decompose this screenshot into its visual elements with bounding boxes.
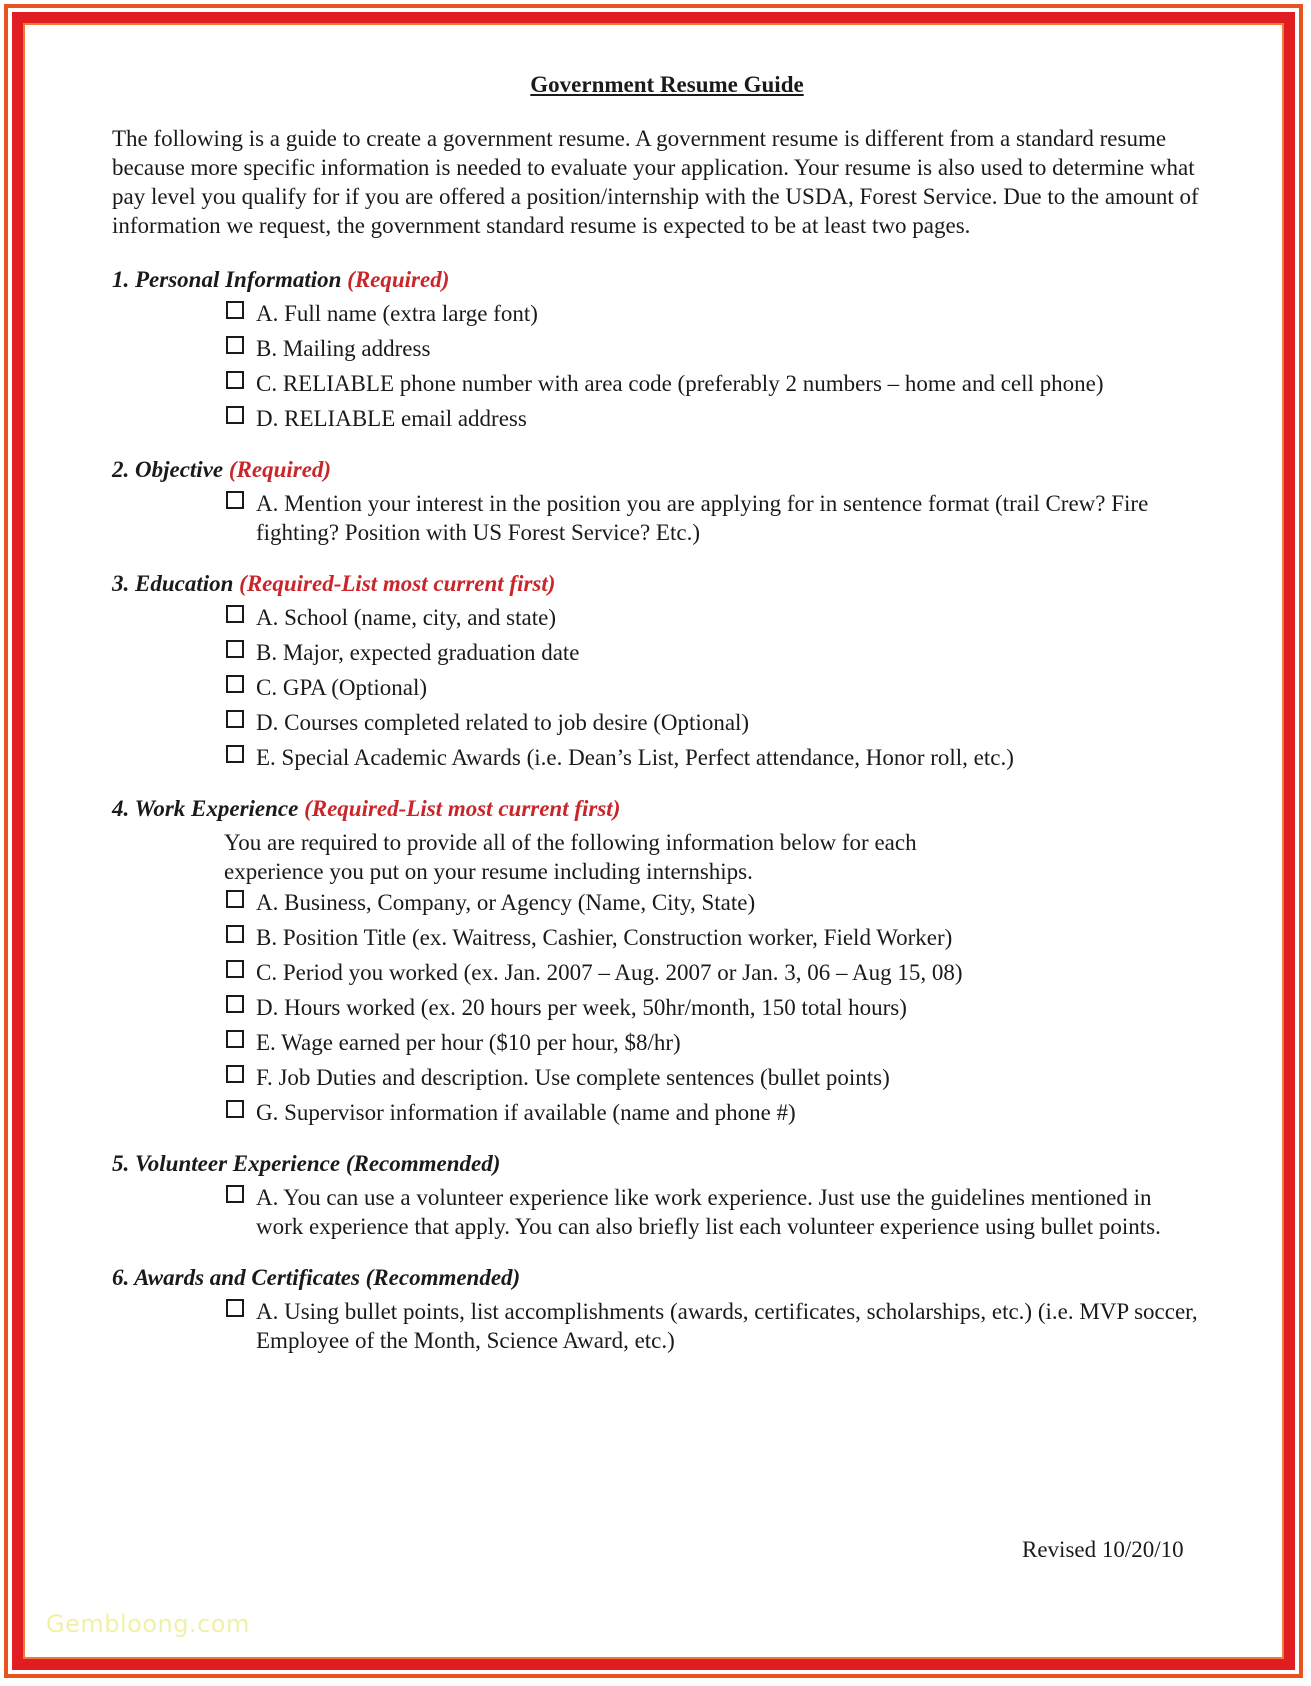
checklist-item-text: B. Mailing address: [256, 336, 431, 361]
document-title: Government Resume Guide: [530, 72, 804, 97]
checklist-item: [224, 638, 1202, 667]
section-heading-text: 1. Personal Information: [112, 267, 342, 292]
section-3: [112, 569, 1202, 772]
checklist-item-text: A. Mention your interest in the position you are applying for in sentence format (trail Crew? Fire fighting? Position with US Forest Service? Etc.): [256, 491, 1149, 545]
checkbox[interactable]: [226, 336, 244, 354]
section-heading-text: 3. Education: [112, 571, 234, 596]
checklist-item-text: A. Business, Company, or Agency (Name, City, State): [256, 890, 756, 915]
checklist-item: [224, 888, 1202, 917]
checklist-item-text: B. Position Title (ex. Waitress, Cashier, Construction worker, Field Worker): [256, 925, 953, 950]
section-heading: [112, 569, 1202, 599]
checklist-item-text: F. Job Duties and description. Use complete sentences (bullet points): [256, 1065, 890, 1090]
checklist-item-text: A. Full name (extra large font): [256, 301, 538, 326]
checklist: [112, 1297, 1202, 1355]
required-tag: (Required): [347, 267, 450, 292]
required-tag: (Required): [228, 457, 332, 482]
checklist-item-text: A. School (name, city, and state): [256, 605, 556, 630]
checklist-item: [224, 299, 1202, 328]
checklist-item-text: D. RELIABLE email address: [256, 406, 527, 431]
watermark: Gembloong.com: [46, 1610, 250, 1638]
checklist-item: [224, 923, 1202, 952]
sections-container: [112, 265, 1202, 1355]
checklist-item-text: C. GPA (Optional): [256, 675, 428, 700]
checkbox[interactable]: [226, 745, 244, 763]
required-tag: (Required-List most current first): [239, 571, 556, 596]
checklist-item: [224, 1297, 1202, 1355]
checklist: [112, 1183, 1202, 1241]
checklist-item: [224, 369, 1202, 398]
checklist-item: [224, 1063, 1202, 1092]
document-page: [112, 72, 1202, 1377]
checkbox[interactable]: [226, 371, 244, 389]
checklist-item-text: D. Courses completed related to job desire (Optional): [256, 710, 750, 735]
checklist-item-text: A. Using bullet points, list accomplishments (awards, certificates, scholarships, etc.) (i.e. MVP soccer, Employee of the Month, Science Award, etc.): [256, 1299, 1198, 1353]
checklist-item: [224, 489, 1202, 547]
section-4: [112, 794, 1202, 1127]
checklist-item-text: G. Supervisor information if available (name and phone #): [256, 1100, 796, 1125]
required-tag: (Required-List most current first): [304, 796, 621, 821]
checklist-item-text: D. Hours worked (ex. 20 hours per week, 50hr/month, 150 total hours): [256, 995, 907, 1020]
section-heading: [112, 794, 1202, 824]
section-heading: [112, 1263, 1202, 1293]
checkbox[interactable]: [226, 995, 244, 1013]
section-heading-text: 2. Objective: [112, 457, 224, 482]
checklist-item: [224, 334, 1202, 363]
checklist-item-text: E. Special Academic Awards (i.e. Dean’s List, Perfect attendance, Honor roll, etc.): [256, 745, 1014, 770]
checkbox[interactable]: [226, 890, 244, 908]
checkbox[interactable]: [226, 710, 244, 728]
section-heading: [112, 265, 1202, 295]
checklist-item: [224, 743, 1202, 772]
section-2: [112, 455, 1202, 547]
section-heading-text: 4. Work Experience: [112, 796, 299, 821]
checkbox[interactable]: [226, 301, 244, 319]
checklist-item-text: B. Major, expected graduation date: [256, 640, 580, 665]
checklist: [112, 603, 1202, 772]
checklist: [112, 888, 1202, 1127]
revised-date: Revised 10/20/10: [1022, 1537, 1184, 1562]
checkbox[interactable]: [226, 960, 244, 978]
checklist-item: [224, 1098, 1202, 1127]
checklist-item: [224, 1183, 1202, 1241]
section-1: [112, 265, 1202, 433]
checkbox[interactable]: [226, 605, 244, 623]
checklist-item: [224, 958, 1202, 987]
checkbox[interactable]: [226, 1100, 244, 1118]
section-heading-text: 5. Volunteer Experience (Recommended): [112, 1151, 501, 1176]
checklist-item: [224, 993, 1202, 1022]
checklist: [112, 489, 1202, 547]
intro-paragraph: The following is a guide to create a government resume. A government resume is different from a standard resume because more specific information is needed to evaluate your application. Your resume is also used to determine what pay level you qualify for if you are offered a position/internship with the USDA, Forest Service. Due to the amount of information we request, the government standard resume is expected to be at least two pages.: [112, 126, 1199, 238]
checklist-item-text: A. You can use a volunteer experience like work experience. Just use the guidelines mentioned in work experience that apply. You can also briefly list each volunteer experience using bullet points.: [256, 1185, 1161, 1239]
checklist-item-text: C. Period you worked (ex. Jan. 2007 – Aug. 2007 or Jan. 3, 06 – Aug 15, 08): [256, 960, 963, 985]
checklist-item: [224, 673, 1202, 702]
checkbox[interactable]: [226, 406, 244, 424]
checkbox[interactable]: [226, 1065, 244, 1083]
checklist: [112, 299, 1202, 433]
section-heading-text: 6. Awards and Certificates (Recommended): [112, 1265, 521, 1290]
checkbox[interactable]: [226, 1185, 244, 1203]
checklist-item: [224, 404, 1202, 433]
section-description: You are required to provide all of the following information below for each experience you put on your resume including internships.: [224, 830, 917, 884]
section-5: [112, 1149, 1202, 1241]
section-6: [112, 1263, 1202, 1355]
checkbox[interactable]: [226, 925, 244, 943]
checkbox[interactable]: [226, 640, 244, 658]
checklist-item: [224, 708, 1202, 737]
checkbox[interactable]: [226, 675, 244, 693]
checklist-item: [224, 1028, 1202, 1057]
checkbox[interactable]: [226, 1299, 244, 1317]
checklist-item-text: E. Wage earned per hour ($10 per hour, $8/hr): [256, 1030, 681, 1055]
checklist-item: [224, 603, 1202, 632]
checklist-item-text: C. RELIABLE phone number with area code (preferably 2 numbers – home and cell phone): [256, 371, 1104, 396]
checkbox[interactable]: [226, 491, 244, 509]
section-heading: [112, 455, 1202, 485]
section-heading: [112, 1149, 1202, 1179]
checkbox[interactable]: [226, 1030, 244, 1048]
